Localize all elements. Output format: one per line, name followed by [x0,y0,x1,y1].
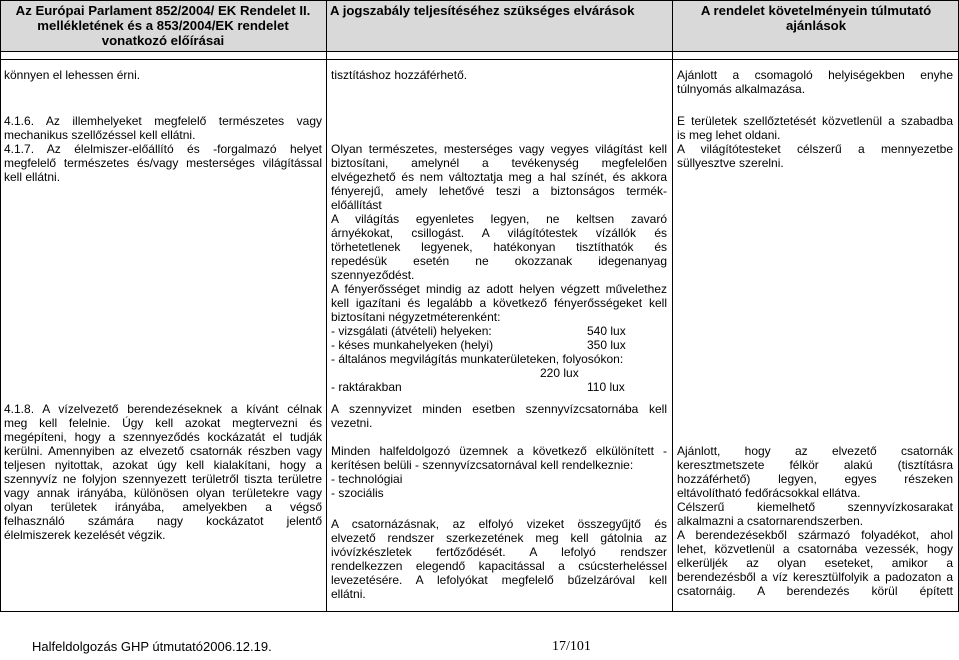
section-4-1-7: 4.1.7. Az élelmiszer-előállító és -forgalmazó helyet megfelelő természetes és/vagy mesterséges világítással kell ellátni. [4,142,322,184]
header-col1: Az Európai Parlament 852/2004/ EK Rendelet II. mellékletének és a 853/2004/EK rendelet vonatkozó előírásai [15,3,311,48]
row0-col2: tisztításhoz hozzáférhető. [331,68,468,82]
ventilation-recommendation: E területek szellőztetését közvetlenül a szabadba is meg lehet oldani. [677,114,953,142]
header-bottom-border [0,51,959,52]
lux-row: - általános megvilágítás munkaterületeken, folyosókon: [331,352,624,366]
header-double-border [0,59,959,60]
section-4-1-8: 4.1.8. A vízelvezető berendezéseknek a kívánt célnak meg kell felelnie. Úgy kell azokat megtervezni és megépíteni, hogy a szennyeződés kockázatát el tudják kerülni. Amennyiben az elvezető csatornák részben vagy teljesen nyitottak, azokat úgy kell kialakítani, hogy a szennyvíz ne folyjon szennyezett területről tiszta területre vagy annak irányába, különösen olyan területekre vagy olyan területek irányába, amelyekben a végső felhasználó számára nagy kockázatot jelentő élelmiszerek kezelését végzik. [4,402,322,542]
row0-col1: könnyen el lehessen érni. [4,68,141,82]
column-divider-2 [672,0,673,612]
lux-row: - vizsgálati (átvételi) helyeken: 540 lux [331,324,626,338]
footer-title: Halfeldolgozás GHP útmutató2006.12.19. [32,639,272,654]
lux-row: - raktárakban 110 lux [331,380,625,394]
lighting-recommendation: A világítótesteket célszerű a mennyezetbe süllyesztve szerelni. [677,142,953,170]
table-top-border [0,0,959,1]
lux-row: - késes munkahelyeken (helyi) 350 lux [331,338,626,352]
table-bottom-border [0,611,959,612]
drainage-requirement: A csatornázásnak, az elfolyó vizeket összegyűjtő és elvezető rendszer szerkezetének meg kell gátolnia az ivóvízkészletek fertőződését. A lefolyó rendszer rendelkezzen elegendő kapacitással a csúcsterheléssel levezetésére. A lefolyókat megfelelő bűzelzáróval kell ellátni. [331,517,667,601]
wastewater-requirement: A szennyvizet minden esetben szennyvízcsatornába kell vezetni. [331,402,667,430]
section-4-1-6: 4.1.6. Az illemhelyeket megfelelő természetes vagy mechanikus szellőzéssel kell ellátni. [4,114,322,142]
table-left-border [0,0,1,612]
sewer-system-requirement: Minden halfeldolgozó üzemnek a következő elkülönített - kerítésen belüli - szennyvízcsatornával kell rendelkeznie: - technológiai - szociális [331,444,667,500]
drainage-recommendation: Ajánlott, hogy az elvezető csatornák keresztmetszete félkör alakú (tisztításra hozzáférhető) legyen, egyes részeken eltávolítható fedőrácsokkal ellátva. Célszerű kiemelhető szennyvízkosarakat alkalmazni a csatornarendszerben. A berendezésekből származó folyadékot, ahol lehet, közvetlenül a csatornába vezessék, hogy elkerüljék az olyan eseteket, amikor a berendezésből a víz keresztülfolyik a padozaton a csatornáig. A berendezés körül épített [677,444,953,598]
header-col3: A rendelet követelményein túlmutató ajánlások [700,3,932,33]
row0-col3: Ajánlott a csomagoló helyiségekben enyhe túlnyomás alkalmazása. [677,68,953,96]
column-divider-1 [326,0,327,612]
header-col2: A jogszabály teljesítéséhez szükséges elvárások [330,3,635,18]
lux-row: 220 lux [540,366,579,380]
page-number: 17/101 [552,639,591,654]
lighting-requirements: Olyan természetes, mesterséges vagy vegyes világítást kell biztosítani, amelynél a tevékenység megfelelően elvégezhető és nem változtatja meg a hal színét, és akkora fényerejű, amely lehetővé teszi a biztonságos termék- előállítást A világítás egyenletes legyen, ne keltsen zavaró árnyékokat, csillogást. A világítótestek vízállók és törhetetlenek legyenek, hatékonyan tisztíthatók és repedésük esetén ne okozzanak idegenanyag szennyeződést. A fényerősséget mindig az adott helyen végzett művelethez kell igazítani és legalább a következő fényerősségeket kell biztosítani négyzetméterenként: - vizsgálati (átvételi) helyeken: 540 lux - késes munkahelyeken (helyi) 350 lux - általános megvilágítás munkaterületeken, folyosókon: 220 lux - raktárakban 110 lux [331,142,667,394]
